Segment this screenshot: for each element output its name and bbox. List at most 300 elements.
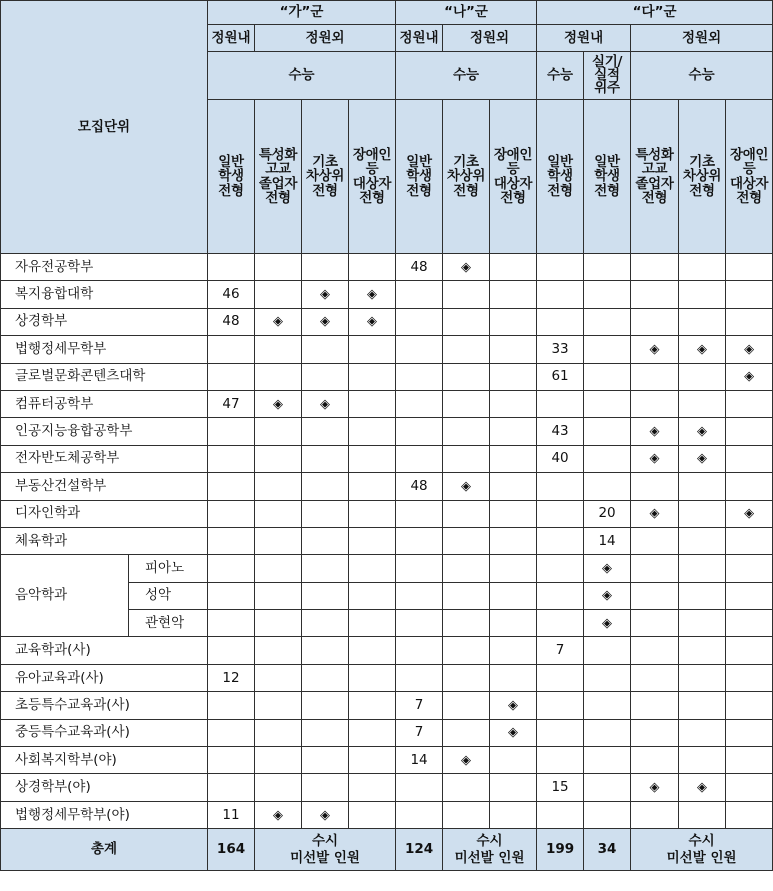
total-da-unfilled: 수시 미선발 인원 <box>631 829 773 871</box>
ga-out-quota-header: 정원외 <box>255 25 396 52</box>
table-cell <box>255 500 302 527</box>
table-cell: 14 <box>396 747 443 774</box>
table-cell <box>490 555 537 582</box>
table-cell <box>349 801 396 828</box>
table-cell <box>490 418 537 445</box>
table-cell <box>537 527 584 554</box>
col-na-basic: 기초 차상위 전형 <box>443 100 490 254</box>
table-cell <box>679 692 726 719</box>
table-cell <box>679 363 726 390</box>
diamond-mark-icon: ◈ <box>631 418 679 445</box>
diamond-mark-icon: ◈ <box>631 500 679 527</box>
table-cell <box>396 281 443 308</box>
unit-name: 법행정세무학부 <box>1 336 208 363</box>
unit-name: 상경학부 <box>1 308 208 335</box>
table-cell <box>255 637 302 664</box>
table-cell <box>302 555 349 582</box>
table-cell <box>726 637 773 664</box>
total-da-suneung: 199 <box>537 829 584 871</box>
table-cell <box>490 610 537 637</box>
table-cell: 47 <box>208 390 255 417</box>
diamond-mark-icon: ◈ <box>631 336 679 363</box>
table-cell <box>631 254 679 281</box>
unit-name: 디자인학과 <box>1 500 208 527</box>
da-out-suneung-header: 수능 <box>631 52 773 100</box>
table-cell <box>255 747 302 774</box>
table-cell <box>396 774 443 801</box>
diamond-mark-icon: ◈ <box>302 308 349 335</box>
table-cell <box>443 527 490 554</box>
na-out-quota-header: 정원외 <box>443 25 537 52</box>
table-cell <box>208 610 255 637</box>
table-cell <box>208 445 255 472</box>
table-cell: 43 <box>537 418 584 445</box>
diamond-mark-icon: ◈ <box>443 747 490 774</box>
table-cell <box>396 664 443 691</box>
table-cell <box>679 637 726 664</box>
table-cell <box>631 637 679 664</box>
table-cell <box>584 473 631 500</box>
table-cell <box>584 664 631 691</box>
table-cell <box>631 281 679 308</box>
table-cell <box>726 555 773 582</box>
table-cell <box>208 473 255 500</box>
table-cell <box>443 308 490 335</box>
diamond-mark-icon: ◈ <box>726 363 773 390</box>
unit-name: 컴퓨터공학부 <box>1 390 208 417</box>
col-ga-disabled: 장애인 등 대상자 전형 <box>349 100 396 254</box>
table-cell <box>396 637 443 664</box>
table-row <box>1 801 773 828</box>
table-cell <box>443 390 490 417</box>
table-cell: 15 <box>537 774 584 801</box>
table-cell <box>537 582 584 609</box>
table-cell <box>679 555 726 582</box>
table-cell <box>726 473 773 500</box>
table-row <box>1 747 773 774</box>
table-cell <box>631 610 679 637</box>
table-cell <box>631 363 679 390</box>
unit-name: 중등특수교육과(사) <box>1 719 208 746</box>
table-row <box>1 527 773 554</box>
table-cell <box>584 801 631 828</box>
table-cell <box>396 390 443 417</box>
table-cell <box>443 281 490 308</box>
table-cell <box>302 774 349 801</box>
table-cell <box>208 637 255 664</box>
table-cell <box>726 801 773 828</box>
table-cell <box>584 363 631 390</box>
table-cell: 14 <box>584 527 631 554</box>
table-cell <box>726 719 773 746</box>
unit-name: 글로벌문화콘텐츠대학 <box>1 363 208 390</box>
unit-name: 유아교육과(사) <box>1 664 208 691</box>
table-cell <box>631 473 679 500</box>
table-cell <box>631 308 679 335</box>
table-cell <box>584 418 631 445</box>
table-cell <box>443 610 490 637</box>
table-cell <box>349 692 396 719</box>
table-cell <box>726 445 773 472</box>
table-cell <box>537 692 584 719</box>
total-label: 총계 <box>1 829 208 871</box>
group-ga-header: “가”군 <box>208 1 396 25</box>
table-cell: 48 <box>396 473 443 500</box>
table-cell <box>208 418 255 445</box>
table-cell <box>537 308 584 335</box>
table-row <box>1 281 773 308</box>
table-cell: 33 <box>537 336 584 363</box>
table-cell <box>255 473 302 500</box>
table-cell <box>443 664 490 691</box>
table-cell <box>396 610 443 637</box>
table-cell <box>443 418 490 445</box>
table-cell <box>302 664 349 691</box>
table-cell <box>255 774 302 801</box>
diamond-mark-icon: ◈ <box>679 418 726 445</box>
table-cell <box>679 500 726 527</box>
table-cell <box>349 582 396 609</box>
table-cell <box>584 308 631 335</box>
table-cell <box>679 254 726 281</box>
table-cell <box>490 473 537 500</box>
unit-name: 사회복지학부(야) <box>1 747 208 774</box>
table-cell <box>208 719 255 746</box>
table-cell <box>537 555 584 582</box>
table-cell <box>726 610 773 637</box>
table-cell: 40 <box>537 445 584 472</box>
diamond-mark-icon: ◈ <box>255 308 302 335</box>
table-cell <box>537 664 584 691</box>
da-suneung-header: 수능 <box>537 52 584 100</box>
diamond-mark-icon: ◈ <box>302 390 349 417</box>
table-cell: 20 <box>584 500 631 527</box>
table-cell <box>208 254 255 281</box>
unit-name: 자유전공학부 <box>1 254 208 281</box>
total-ga-unfilled: 수시 미선발 인원 <box>255 829 396 871</box>
diamond-mark-icon: ◈ <box>631 445 679 472</box>
table-cell <box>302 637 349 664</box>
table-cell <box>349 637 396 664</box>
table-cell <box>443 719 490 746</box>
table-cell <box>443 582 490 609</box>
table-cell <box>490 363 537 390</box>
table-cell <box>349 610 396 637</box>
table-cell: 48 <box>208 308 255 335</box>
table-cell <box>349 555 396 582</box>
table-cell <box>302 473 349 500</box>
ga-suneung-header: 수능 <box>208 52 396 100</box>
diamond-mark-icon: ◈ <box>255 801 302 828</box>
table-cell <box>584 719 631 746</box>
table-cell <box>302 582 349 609</box>
table-cell <box>443 637 490 664</box>
table-cell <box>584 637 631 664</box>
table-cell <box>490 445 537 472</box>
table-cell <box>490 390 537 417</box>
table-cell <box>443 363 490 390</box>
table-cell <box>490 801 537 828</box>
table-cell <box>302 418 349 445</box>
table-cell <box>208 692 255 719</box>
col-ga-basic: 기초 차상위 전형 <box>302 100 349 254</box>
table-cell <box>396 582 443 609</box>
table-cell <box>537 254 584 281</box>
table-cell: 7 <box>537 637 584 664</box>
table-cell <box>255 527 302 554</box>
diamond-mark-icon: ◈ <box>349 308 396 335</box>
table-cell <box>726 308 773 335</box>
diamond-mark-icon: ◈ <box>255 390 302 417</box>
diamond-mark-icon: ◈ <box>726 500 773 527</box>
table-cell <box>631 664 679 691</box>
table-cell <box>443 500 490 527</box>
table-cell <box>679 664 726 691</box>
table-cell <box>679 390 726 417</box>
table-cell <box>349 363 396 390</box>
table-cell <box>396 555 443 582</box>
col-da-special-hs: 특성화 고교 졸업자 전형 <box>631 100 679 254</box>
table-cell: 46 <box>208 281 255 308</box>
table-row <box>1 254 773 281</box>
table-cell <box>255 254 302 281</box>
table-cell <box>349 527 396 554</box>
table-cell <box>349 336 396 363</box>
da-practical-header: 실기/ 실적 위주 <box>584 52 631 100</box>
col-na-disabled: 장애인 등 대상자 전형 <box>490 100 537 254</box>
table-cell <box>726 254 773 281</box>
table-cell <box>255 610 302 637</box>
table-cell <box>349 390 396 417</box>
table-cell <box>679 719 726 746</box>
table-cell <box>537 473 584 500</box>
diamond-mark-icon: ◈ <box>302 281 349 308</box>
table-cell <box>208 336 255 363</box>
da-out-quota-header: 정원외 <box>631 25 773 52</box>
table-cell <box>302 747 349 774</box>
table-cell <box>490 747 537 774</box>
unit-header: 모집단위 <box>1 1 208 254</box>
table-row <box>1 664 773 691</box>
table-cell <box>208 774 255 801</box>
total-da-practical: 34 <box>584 829 631 871</box>
table-cell <box>349 254 396 281</box>
table-row <box>1 418 773 445</box>
table-cell <box>349 418 396 445</box>
total-na: 124 <box>396 829 443 871</box>
table-cell <box>349 719 396 746</box>
table-cell <box>302 610 349 637</box>
table-cell <box>726 774 773 801</box>
group-da-header: “다”군 <box>537 1 773 25</box>
table-cell <box>396 308 443 335</box>
table-cell <box>208 555 255 582</box>
table-cell <box>679 527 726 554</box>
unit-name: 초등특수교육과(사) <box>1 692 208 719</box>
diamond-mark-icon: ◈ <box>490 719 537 746</box>
table-row <box>1 637 773 664</box>
col-na-general: 일반 학생 전형 <box>396 100 443 254</box>
unit-name: 상경학부(야) <box>1 774 208 801</box>
group-na-header: “나”군 <box>396 1 537 25</box>
sub-unit-name: 성악 <box>129 582 208 609</box>
table-cell <box>396 336 443 363</box>
table-cell <box>255 555 302 582</box>
table-cell <box>208 500 255 527</box>
table-cell <box>726 664 773 691</box>
table-cell <box>255 582 302 609</box>
table-cell <box>631 801 679 828</box>
na-in-quota-header: 정원내 <box>396 25 443 52</box>
table-cell <box>584 445 631 472</box>
table-cell <box>443 692 490 719</box>
table-cell <box>302 719 349 746</box>
table-row <box>1 692 773 719</box>
table-cell <box>208 747 255 774</box>
diamond-mark-icon: ◈ <box>679 336 726 363</box>
diamond-mark-icon: ◈ <box>443 473 490 500</box>
table-cell <box>396 363 443 390</box>
table-cell <box>255 719 302 746</box>
table-cell <box>584 747 631 774</box>
table-cell <box>443 445 490 472</box>
table-cell <box>255 418 302 445</box>
diamond-mark-icon: ◈ <box>584 555 631 582</box>
table-row <box>1 555 773 582</box>
unit-name: 체육학과 <box>1 527 208 554</box>
table-row <box>1 473 773 500</box>
table-cell <box>537 390 584 417</box>
table-cell <box>302 363 349 390</box>
table-row <box>1 390 773 417</box>
table-cell <box>726 418 773 445</box>
table-cell <box>537 719 584 746</box>
table-cell <box>631 719 679 746</box>
table-cell <box>255 445 302 472</box>
table-cell <box>631 582 679 609</box>
table-cell <box>631 555 679 582</box>
table-row <box>1 363 773 390</box>
table-cell <box>631 390 679 417</box>
table-cell <box>396 500 443 527</box>
table-cell <box>584 774 631 801</box>
col-da-practical: 일반 학생 전형 <box>584 100 631 254</box>
table-cell <box>443 555 490 582</box>
col-ga-general: 일반 학생 전형 <box>208 100 255 254</box>
table-cell <box>679 801 726 828</box>
table-cell <box>208 363 255 390</box>
table-cell <box>679 747 726 774</box>
table-cell <box>726 281 773 308</box>
table-cell <box>302 500 349 527</box>
table-cell <box>631 747 679 774</box>
table-cell <box>349 664 396 691</box>
total-na-unfilled: 수시 미선발 인원 <box>443 829 537 871</box>
table-row <box>1 500 773 527</box>
table-cell <box>584 336 631 363</box>
table-cell: 12 <box>208 664 255 691</box>
table-row <box>1 308 773 335</box>
table-cell <box>679 473 726 500</box>
table-cell <box>490 664 537 691</box>
table-cell <box>255 664 302 691</box>
diamond-mark-icon: ◈ <box>726 336 773 363</box>
diamond-mark-icon: ◈ <box>490 692 537 719</box>
total-ga: 164 <box>208 829 255 871</box>
table-cell <box>537 281 584 308</box>
table-row <box>1 445 773 472</box>
table-cell <box>631 527 679 554</box>
table-cell <box>255 363 302 390</box>
sub-unit-name: 관현악 <box>129 610 208 637</box>
table-cell <box>302 336 349 363</box>
table-cell <box>490 254 537 281</box>
table-cell <box>584 254 631 281</box>
table-cell <box>537 500 584 527</box>
table-cell <box>490 308 537 335</box>
table-cell <box>396 418 443 445</box>
table-cell <box>490 774 537 801</box>
table-cell <box>726 692 773 719</box>
table-cell <box>679 582 726 609</box>
col-ga-special-hs: 특성화 고교 졸업자 전형 <box>255 100 302 254</box>
table-cell <box>302 527 349 554</box>
table-cell <box>302 254 349 281</box>
unit-name: 법행정세무학부(야) <box>1 801 208 828</box>
sub-unit-name: 피아노 <box>129 555 208 582</box>
diamond-mark-icon: ◈ <box>443 254 490 281</box>
diamond-mark-icon: ◈ <box>584 582 631 609</box>
table-cell: 11 <box>208 801 255 828</box>
table-cell <box>443 336 490 363</box>
diamond-mark-icon: ◈ <box>679 445 726 472</box>
table-cell <box>537 747 584 774</box>
table-cell <box>726 747 773 774</box>
unit-name: 부동산건설학부 <box>1 473 208 500</box>
table-cell <box>349 473 396 500</box>
table-cell <box>349 774 396 801</box>
table-cell <box>302 445 349 472</box>
total-row <box>1 829 773 871</box>
diamond-mark-icon: ◈ <box>631 774 679 801</box>
table-cell <box>396 801 443 828</box>
table-cell <box>349 445 396 472</box>
table-cell <box>490 500 537 527</box>
table-cell <box>208 527 255 554</box>
table-cell: 61 <box>537 363 584 390</box>
table-cell <box>443 774 490 801</box>
table-cell <box>584 390 631 417</box>
table-row <box>1 719 773 746</box>
col-da-general: 일반 학생 전형 <box>537 100 584 254</box>
table-cell <box>396 527 443 554</box>
table-cell <box>537 801 584 828</box>
table-cell <box>726 582 773 609</box>
unit-name: 교육학과(사) <box>1 637 208 664</box>
unit-name: 전자반도체공학부 <box>1 445 208 472</box>
table-cell <box>349 747 396 774</box>
diamond-mark-icon: ◈ <box>584 610 631 637</box>
table-cell <box>255 281 302 308</box>
da-in-quota-header: 정원내 <box>537 25 631 52</box>
table-cell <box>726 390 773 417</box>
table-cell <box>679 308 726 335</box>
col-da-basic: 기초 차상위 전형 <box>679 100 726 254</box>
table-cell <box>396 445 443 472</box>
ga-in-quota-header: 정원내 <box>208 25 255 52</box>
col-da-disabled: 장애인 등 대상자 전형 <box>726 100 773 254</box>
table-cell <box>208 582 255 609</box>
